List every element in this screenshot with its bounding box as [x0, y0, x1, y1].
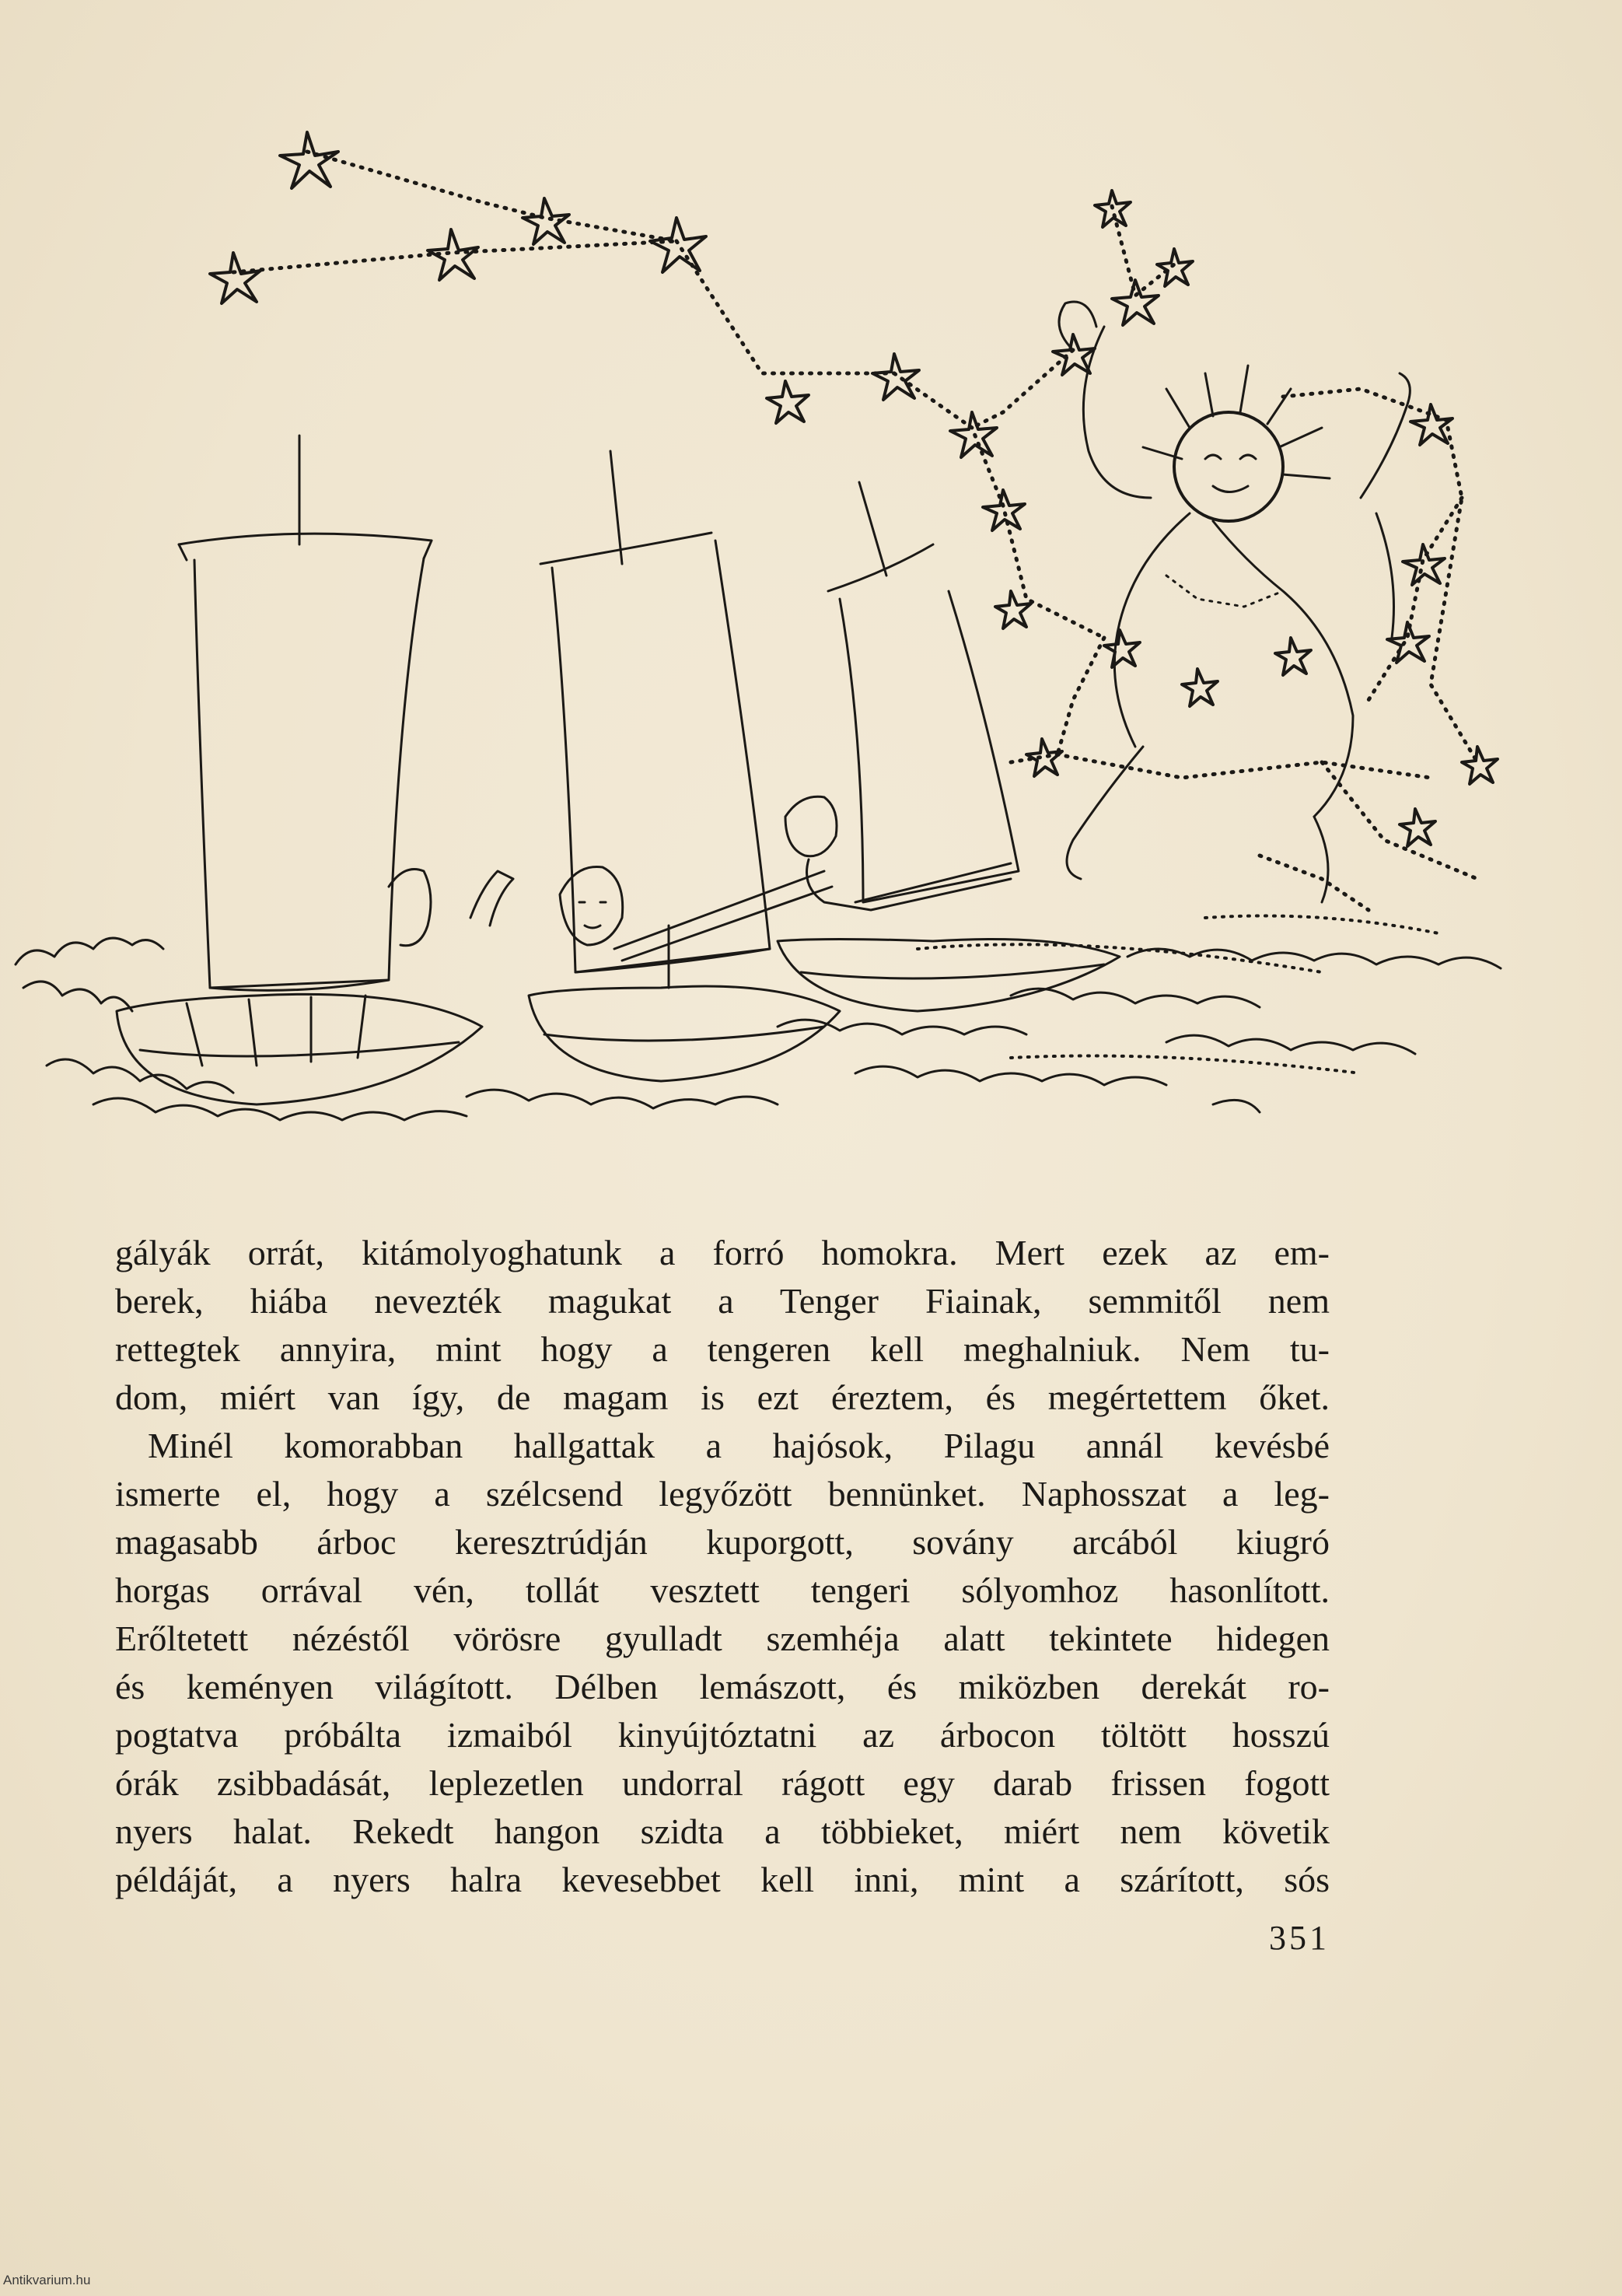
constellation-giant-figure: [1059, 302, 1410, 902]
constellation-chain: [233, 152, 1477, 910]
text-line: magasabb árboc keresztrúdján kuporgott, sovány arcából kiugró: [115, 1522, 1330, 1562]
text-line: dom, miért van így, de magam is ezt éreztem, és megértettem őket.: [115, 1377, 1330, 1417]
text-line: berek, hiába nevezték magukat a Tenger Fiainak, semmitől nem: [115, 1281, 1330, 1321]
ship-middle: [529, 451, 840, 1081]
text-line: órák zsibbadását, leplezetlen undorral rágott egy darab frissen fogott: [115, 1763, 1330, 1803]
ship-right: [778, 482, 1120, 1011]
text-line: Minél komorabban hallgattak a hajósok, Pilagu annál kevésbé: [148, 1426, 1330, 1465]
text-line: pogtatva próbálta izmaiból kinyújtóztatni az árbocon töltött hosszú: [115, 1715, 1330, 1755]
text-line: rettegtek annyira, mint hogy a tengeren kell meghalniuk. Nem tu-: [115, 1329, 1330, 1369]
ship-left: [117, 436, 513, 1104]
text-line: és keményen világított. Délben lemászott, és miközben derekát ro-: [115, 1667, 1330, 1706]
text-line: példáját, a nyers halra kevesebbet kell inni, mint a szárított, sós: [115, 1860, 1330, 1899]
watermark: Antikvarium.hu: [3, 2273, 91, 2287]
star-icons: [210, 132, 1498, 846]
body-text: [115, 1229, 1330, 1904]
text-line: nyers halat. Rekedt hangon szidta a többieket, miért nem követik: [115, 1811, 1330, 1851]
text-line: gályák orrát, kitámolyoghatunk a forró homokra. Mert ezek az em-: [115, 1233, 1330, 1272]
page-number: 351: [1269, 1919, 1330, 1957]
text-line: horgas orrával vén, tollát vesztett tengeri sólyomhoz hasonlított.: [115, 1570, 1330, 1610]
ships-constellation-illustration: [0, 93, 1555, 1198]
text-line: ismerte el, hogy a szélcsend legyőzött bennünket. Naphosszat a leg-: [115, 1474, 1330, 1514]
text-line: Erőltetett nézéstől vörösre gyulladt szemhéja alatt tekintete hidegen: [115, 1619, 1330, 1658]
